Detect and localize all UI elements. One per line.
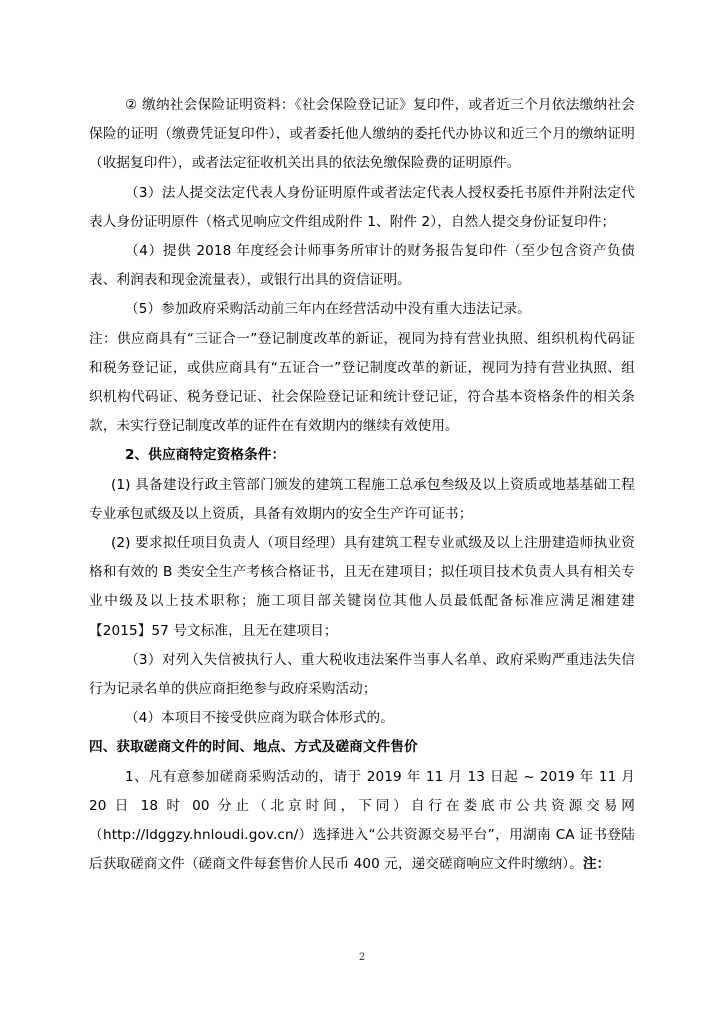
page-number: 2 (358, 952, 366, 963)
paragraph-social-insurance: ② 缴纳社会保险证明资料：《社会保险登记证》复印件，或者近三个月依法缴纳社会保险的证明（缴费凭证复印件），或者委托他人缴纳的委托代办协议和近三个月的缴纳证明（收据复印件），或者法定征收机关出具的依法免缴保险费的证明原件。 (89, 97, 635, 172)
paragraph-legal-rep-id: （3）法人提交法定代表人身份证明原件或者法定代表人授权委托书原件并附法定代表人身份证明原件（格式见响应文件组成附件 1、附件 2），自然人提交身份证复印件； (89, 184, 635, 230)
heading-section-four: 四、获取磋商文件的时间、地点、方式及磋商文件售价 (89, 739, 418, 756)
document-body (89, 91, 635, 879)
paragraph-qualification-2: (2) 要求拟任项目负责人（项目经理）具有建筑工程专业贰级及以上注册建造师执业资格和有效的 B 类安全生产考核合格证书，且无在建项目；拟任项目技术负责人具有相关专业中级及以上技术职称；施工项目部关键岗位其他人员最低配备标准应满足湘建建【2015】57 号文标准，且无在建项目； (89, 535, 635, 639)
heading-special-qualifications: 2、供应商特定资格条件： (125, 447, 286, 464)
paragraph-obtain-documents (89, 763, 635, 880)
paragraph-qualification-1: (1) 具备建设行政主管部门颁发的建筑工程施工总承包叁级及以上资质或地基基础工程专业承包贰级及以上资质，具备有效期内的安全生产许可证书； (89, 476, 635, 522)
paragraph-qualification-3: （3）对列入失信被执行人、重大税收违法案件当事人名单、政府采购严重违法失信行为记录名单的供应商拒绝参与政府采购活动； (89, 651, 635, 698)
obtain-documents-note-label: 注： (582, 856, 611, 873)
paragraph-no-violation: （5）参加政府采购活动前三年内在经营活动中没有重大违法记录。 (125, 301, 531, 318)
obtain-documents-text: 1、凡有意参加磋商采购活动的，请于 2019 年 11 月 13 日起 ~ 2019 年 11 月 20 日 18 时 00 分止（北京时间，下同）自行在娄底市公共资源交易网（http://ldggzy.hnloudi.gov.cn/）选择进入“公共资源交易平台”，用湖南 CA 证书登陆后获取磋商文件（磋商文件每套售价人民币 400 元，递交磋商响应文件时缴纳）。 (89, 768, 635, 873)
paragraph-qualification-4: （4）本项目不接受供应商为联合体形式的。 (125, 710, 394, 727)
paragraph-note-certificates: 注：供应商具有“三证合一”登记制度改革的新证，视同为持有营业执照、组织机构代码证和税务登记证，或供应商具有“五证合一”登记制度改革的新证，视同为持有营业执照、组织机构代码证、税务登记证、社会保险登记证和统计登记证，符合基本资格条件的相关条款，未实行登记制度改革的证件在有效期内的继续有效使用。 (89, 330, 635, 435)
paragraph-financial-report: （4）提供 2018 年度经会计师事务所审计的财务报告复印件（至少包含资产负债表、利润表和现金流量表），或银行出具的资信证明。 (89, 243, 635, 289)
